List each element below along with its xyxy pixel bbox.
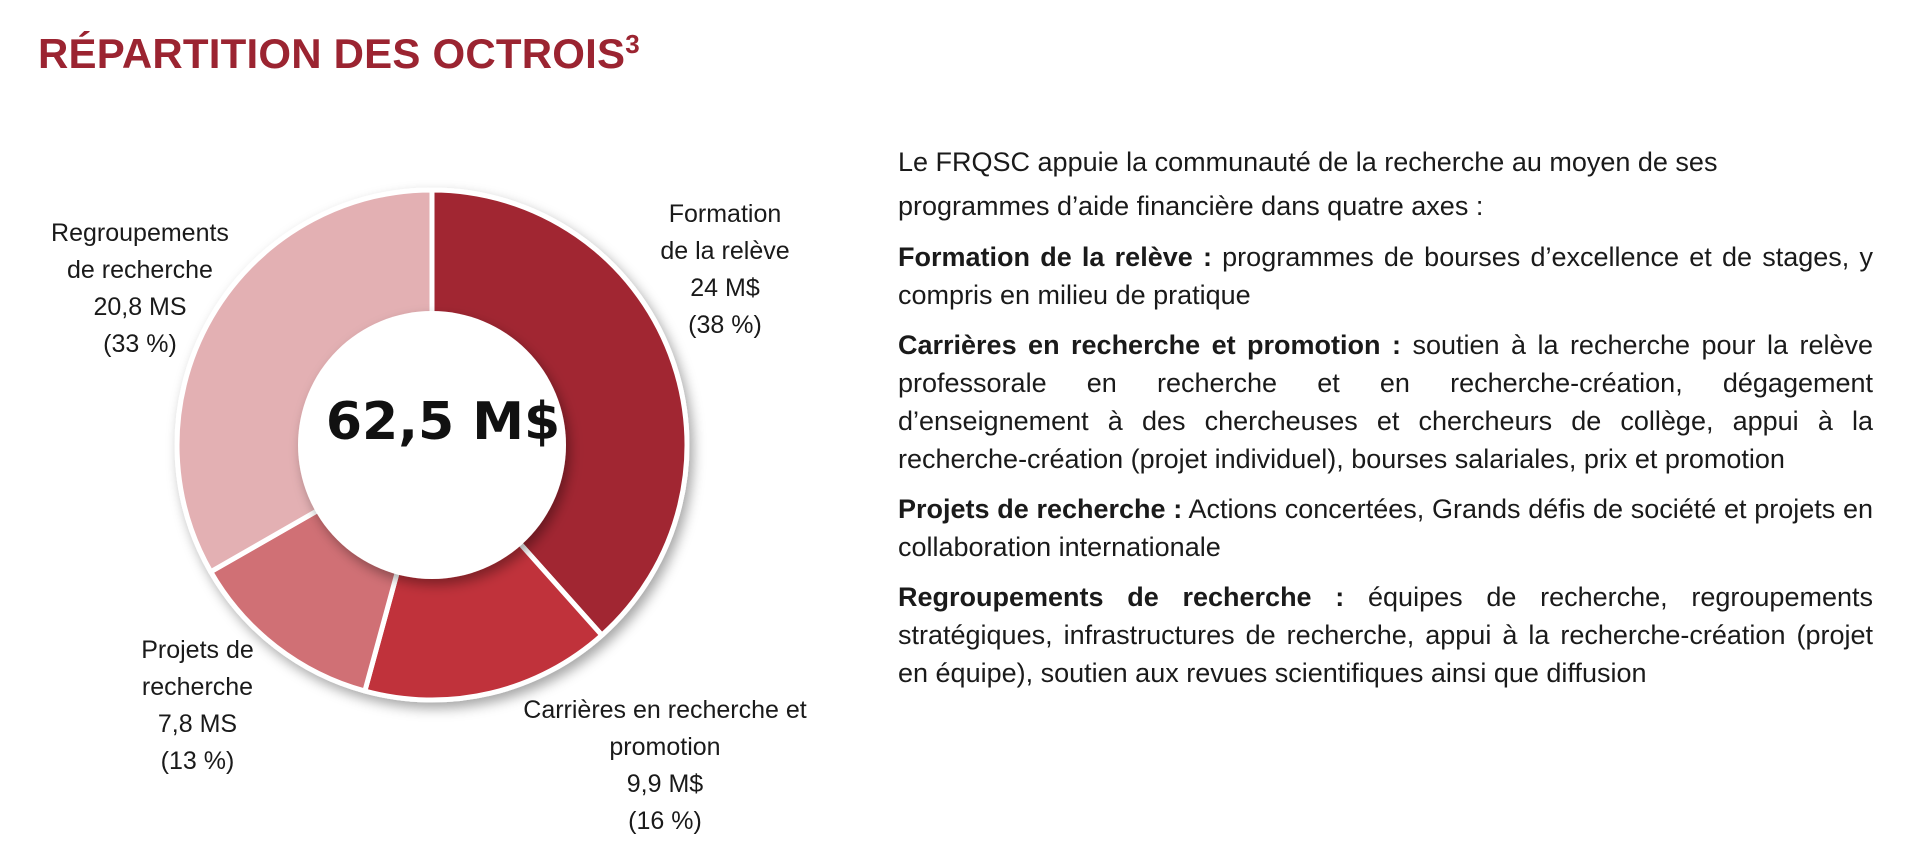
axis-text: programmes de bourses d’excellence et de stages, y compris en milieu de pratique <box>898 242 1873 310</box>
axis-paragraph <box>898 578 1873 692</box>
footnote-marker: 3 <box>625 29 640 59</box>
slice-label-percent: (38 %) <box>688 311 762 339</box>
slice-label-line2: recherche <box>141 673 254 701</box>
page-title-text: RÉPARTITION DES OCTROIS <box>38 30 626 77</box>
slice-label-formation <box>620 196 830 344</box>
axis-paragraph <box>898 326 1873 478</box>
slice-label-amount: 20,8 MS <box>93 293 187 321</box>
axis-paragraph <box>898 490 1873 566</box>
axis-paragraph <box>898 238 1873 314</box>
slice-label-line2: promotion <box>609 733 721 761</box>
axis-text: Actions concertées, Grands défis de société et projets en collaboration internationale <box>898 494 1873 562</box>
description-panel <box>898 140 1873 704</box>
slice-label-regroupements <box>30 215 250 363</box>
axis-term: Formation de la relève : <box>898 242 1212 272</box>
slice-label-carrieres <box>500 692 830 840</box>
slice-label-line1: Projets de <box>141 636 254 664</box>
slice-label-percent: (16 %) <box>628 807 702 835</box>
slice-label-percent: (33 %) <box>103 330 177 358</box>
donut-total-label: 62,5 M$ <box>325 392 561 452</box>
axis-text: équipes de recherche, regroupements stratégiques, infrastructures de recherche, appui à la recherche-création (projet en équipe), soutien aux revues scientifiques ainsi que diffusion <box>898 582 1873 688</box>
intro-text: Le FRQSC appuie la communauté de la recherche au moyen de ses programmes d’aide financière dans quatre axes : <box>898 147 1718 221</box>
slice-label-percent: (13 %) <box>160 747 235 775</box>
axis-text: soutien à la recherche pour la relève professorale en recherche et en recherche-création, dégagement d’enseignement à des chercheuses et chercheurs de collège, appui à la recherche-création (projet individuel), bourses salariales, prix et promotion <box>898 330 1873 474</box>
axis-term: Regroupements de recherche : <box>898 582 1345 612</box>
slice-label-amount: 9,9 M$ <box>626 770 704 798</box>
slice-label-amount: 24 M$ <box>690 274 760 302</box>
axis-term: Projets de recherche : <box>898 494 1183 524</box>
slice-label-line2: de recherche <box>67 256 213 284</box>
axis-term: Carrières en recherche et promotion : <box>898 330 1401 360</box>
slice-label-amount: 7,8 MS <box>157 710 238 738</box>
slice-label-line2: de la relève <box>660 237 790 265</box>
slice-label-line1: Regroupements <box>51 219 229 247</box>
slice-label-projets <box>100 632 295 780</box>
slice-label-line1: Formation <box>668 200 782 228</box>
slice-label-line1: Carrières en recherche et <box>523 696 807 724</box>
